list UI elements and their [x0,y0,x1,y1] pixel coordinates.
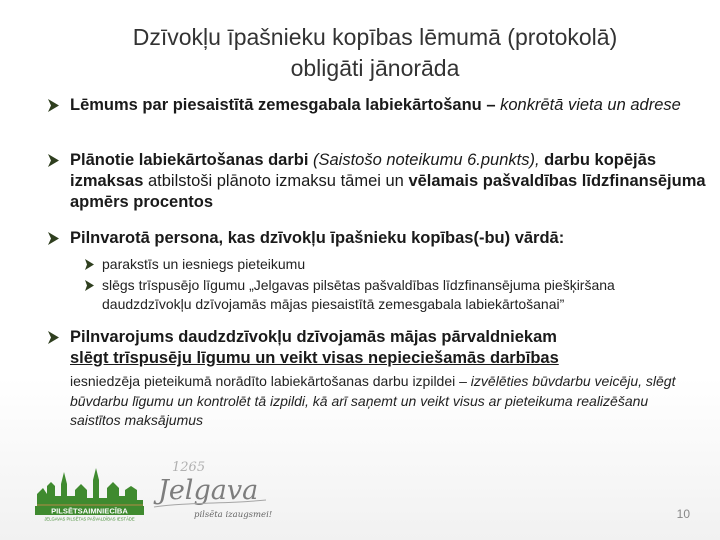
title-line-2: obligāti jānorāda [290,55,460,81]
bullet-bold-cofinancing: vēlamais pašvaldības līdzfinansējuma apmērs procentos [70,172,706,211]
bullet-plain: atbilstoši plānoto izmaksu tāmei un [143,172,404,190]
arrow-bullet-icon [47,327,61,348]
sub-bullet-text: slēgs trīspusējo līgumu „Jelgavas pilsētas pašvaldības līdzfinansējuma piešķiršana daudzdzīvokļu dzīvojamās mājas piesaistītā zemesgabala labiekārtošanai” [102,277,615,312]
bullet-italic: konkrētā vieta un adrese [495,96,681,114]
bullet-authorized-person [47,228,707,249]
slide-title [60,22,690,84]
logo-slogan-text: pilsēta izaugsmei! [194,510,273,520]
logo-tagline-text: JELGAVAS PILSĒTAS PAŠVALDĪBAS IESTĀDE [44,516,135,522]
bullet-text [70,228,707,249]
title-line-1: Dzīvokļu īpašnieku kopības lēmumā (protokolā) [132,24,618,50]
bullet-italic: (Saistošo noteikumu 6.punkts), [308,151,540,169]
bullet-decision [47,95,707,116]
arrow-bullet-icon [47,95,61,116]
jelgava-logo [148,455,274,525]
arrow-bullet-icon [84,256,95,273]
bullet-text [70,150,707,213]
logo-year-text: 1265 [172,460,206,475]
sub-bullet-text: parakstīs un iesniegs pieteikumu [102,256,306,272]
sub-bullet-contract [84,276,704,314]
bullet-manager-authorization [47,327,707,369]
bullet-bold: Plānotie labiekārtošanas darbi [70,151,309,169]
arrow-bullet-icon [84,277,95,294]
bullet-text [70,327,707,369]
details-italic: izvēlēties būvdarbu veicēju, slēgt būvdarbu līgumu un kontrolēt tā izpildi, kā arī saņemt un veikt visus ar pieteikuma realizēšanu saistītos maksājumus [70,373,676,428]
bullet-bold: Pilnvarojums daudzdzīvokļu dzīvojamās mājas pārvaldniekam [70,328,557,346]
logo-jelgava-text: Jelgava [158,475,259,506]
sub-bullet-sign [84,255,704,274]
logo-brand-text: PILSĒTSAIMNIECĪBA [51,506,128,516]
pilsetsaimnieciba-logo [33,460,146,522]
arrow-bullet-icon [47,228,61,249]
page-number: 10 [676,507,690,521]
bullet-bold: Pilnvarotā persona, kas dzīvokļu īpašnieku kopības(-bu) vārdā: [70,229,565,247]
bullet-text [70,95,707,116]
bullet-planned-works [47,150,707,213]
bullet-bold: Lēmums par piesaistītā zemesgabala labiekārtošanu – [70,96,496,114]
arrow-bullet-icon [47,150,61,171]
bullet-bold-costs: darbu kopējās izmaksas [70,151,656,190]
bullet-underlined: slēgt trīspusēju līgumu un veikt visas nepieciešamās darbības [70,349,559,367]
manager-details [70,372,700,431]
details-plain: iesniedzēja pieteikumā norādīto labiekārtošanas darbu izpildei – [70,373,467,389]
